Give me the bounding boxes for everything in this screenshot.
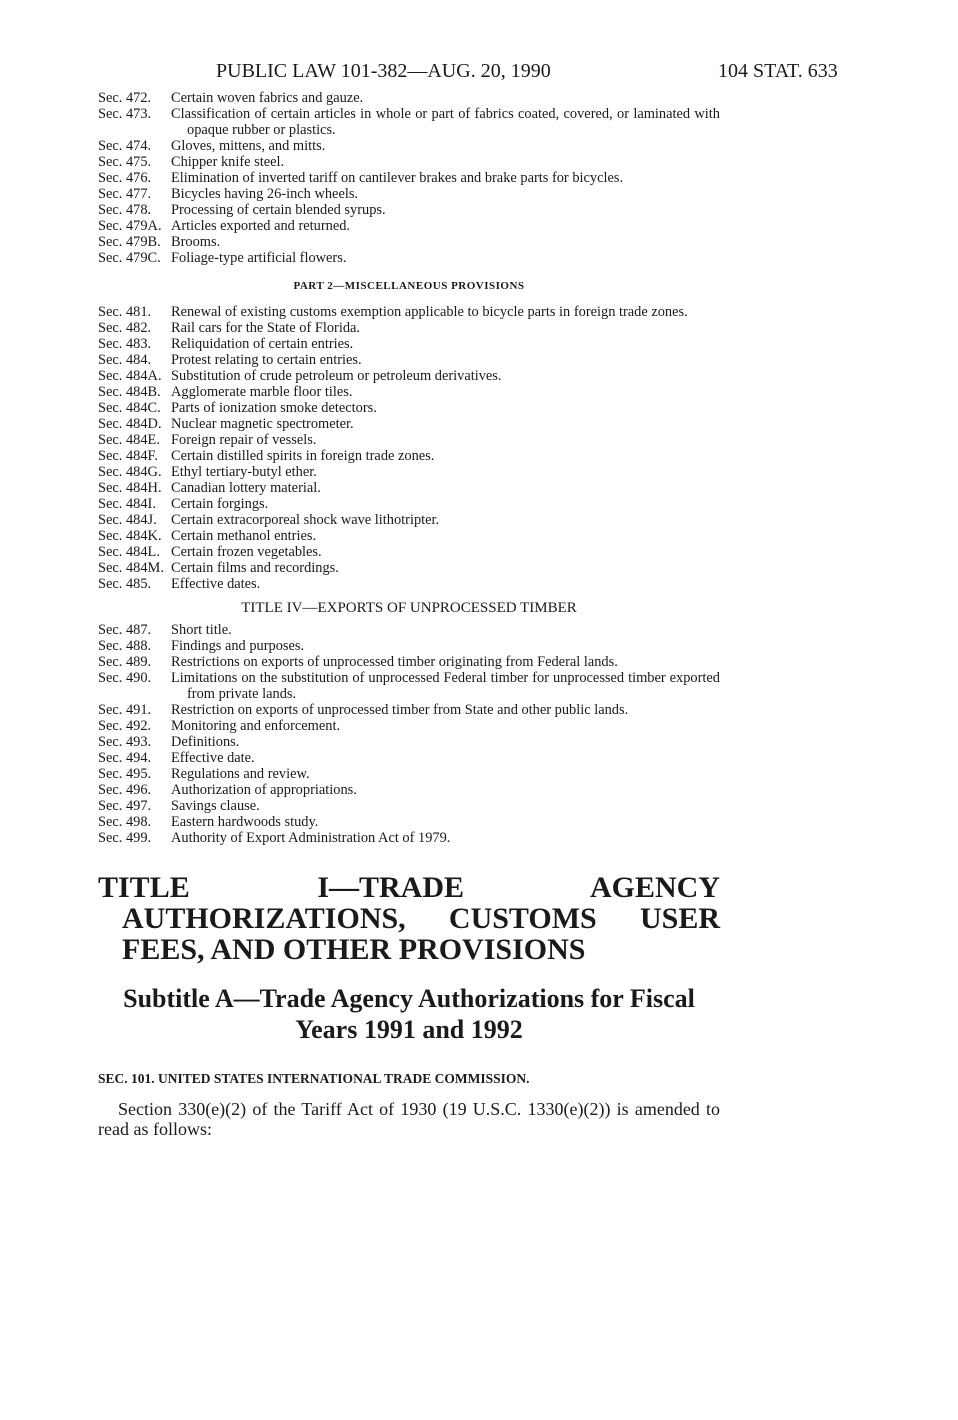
toc-entry-title: Foreign repair of vessels. <box>171 432 317 448</box>
toc-entry <box>98 400 720 416</box>
toc-entry-number: Sec. 474. <box>98 138 152 154</box>
toc-entry <box>98 512 720 528</box>
toc-entry <box>98 250 720 266</box>
toc-entry <box>98 734 720 750</box>
toc-entry <box>98 432 720 448</box>
toc-entry-number: Sec. 484M. <box>98 560 164 576</box>
toc-entry-title: Canadian lottery material. <box>171 480 321 496</box>
toc-entry <box>98 670 720 702</box>
toc-entry-number: Sec. 479C. <box>98 250 161 266</box>
toc-entry-title: Regulations and review. <box>171 766 310 782</box>
toc-entry <box>98 416 720 432</box>
toc-entry <box>98 218 720 234</box>
toc-entry <box>98 384 720 400</box>
toc-entry <box>98 138 720 154</box>
toc-entry <box>98 528 720 544</box>
toc-entry-number: Sec. 484I. <box>98 496 156 512</box>
toc-entry <box>98 830 720 846</box>
toc-entry-number: Sec. 475. <box>98 154 152 170</box>
toc-entry-title: Findings and purposes. <box>171 638 305 654</box>
toc-entry <box>98 814 720 830</box>
toc-entry-title: Certain distilled spirits in foreign trade zones. <box>171 448 435 464</box>
toc-entry <box>98 186 720 202</box>
section-body: Section 330(e)(2) of the Tariff Act of 1930 (19 U.S.C. 1330(e)(2)) is amended to read as follows: <box>98 1099 720 1139</box>
toc-entry-number: Sec. 484A. <box>98 368 162 384</box>
toc-entry-title: Effective dates. <box>171 576 261 592</box>
toc-entry-title: Certain extracorporeal shock wave lithotripter. <box>171 512 440 528</box>
section-heading: SEC. 101. UNITED STATES INTERNATIONAL TRADE COMMISSION. <box>98 1071 530 1086</box>
part2-heading: PART 2—MISCELLANEOUS PROVISIONS <box>293 280 525 292</box>
toc-entry-number: Sec. 482. <box>98 320 152 336</box>
toc-entry-title: Savings clause. <box>171 798 260 814</box>
toc-entry-title: Restriction on exports of unprocessed timber from State and other public lands. <box>171 702 629 718</box>
document-page <box>98 60 838 1139</box>
running-head: PUBLIC LAW 101-382—AUG. 20, 1990 <box>216 60 551 82</box>
toc-entry-number: Sec. 497. <box>98 798 152 814</box>
toc-entry-number: Sec. 483. <box>98 336 152 352</box>
toc-entry-title: Agglomerate marble floor tiles. <box>171 384 353 400</box>
toc-entry <box>98 106 720 138</box>
toc-entry-title: Short title. <box>171 622 232 638</box>
page-header <box>98 60 838 90</box>
toc-entry <box>98 464 720 480</box>
toc-entry <box>98 480 720 496</box>
toc-entry-number: Sec. 484E. <box>98 432 160 448</box>
toc-entry-title: Processing of certain blended syrups. <box>171 202 386 218</box>
toc-entry <box>98 202 720 218</box>
toc-entry-title: Authority of Export Administration Act of 1979. <box>171 830 451 846</box>
toc-entry-title: Nuclear magnetic spectrometer. <box>171 416 354 432</box>
toc-entry-title: Certain frozen vegetables. <box>171 544 322 560</box>
toc-entry-number: Sec. 484F. <box>98 448 159 464</box>
toc-entry <box>98 496 720 512</box>
toc-entry-number: Sec. 492. <box>98 718 152 734</box>
toc-entry-title: Ethyl tertiary-butyl ether. <box>171 464 317 480</box>
toc-entry <box>98 320 720 336</box>
toc-entry-number: Sec. 491. <box>98 702 152 718</box>
toc-entry-number: Sec. 476. <box>98 170 152 186</box>
toc-entry-title: Foliage-type artificial flowers. <box>171 250 347 266</box>
toc-entry <box>98 702 720 718</box>
toc-entry-number: Sec. 499. <box>98 830 152 846</box>
toc-entry-title: Elimination of inverted tariff on cantilever brakes and brake parts for bicycles. <box>171 170 624 186</box>
toc-entry-number: Sec. 490. <box>98 670 152 686</box>
toc-entry-title: Restrictions on exports of unprocessed timber originating from Federal lands. <box>171 654 618 670</box>
table-of-contents <box>98 90 720 846</box>
toc-part2-list <box>98 304 720 592</box>
toc-entry <box>98 766 720 782</box>
toc-entry <box>98 576 720 592</box>
toc-entry <box>98 234 720 250</box>
toc-entry-number: Sec. 493. <box>98 734 152 750</box>
toc-entry <box>98 544 720 560</box>
toc-entry-number: Sec. 489. <box>98 654 152 670</box>
toc-entry-title: Bicycles having 26-inch wheels. <box>171 186 359 202</box>
toc-entry-title: Monitoring and enforcement. <box>171 718 341 734</box>
toc-entry-number: Sec. 484B. <box>98 384 161 400</box>
toc-entry-title: Limitations on the substitution of unprocessed Federal timber for unprocessed timber exported from private lands. <box>171 670 720 702</box>
toc-entry-number: Sec. 484L. <box>98 544 160 560</box>
toc-entry-title: Certain films and recordings. <box>171 560 339 576</box>
toc-entry-number: Sec. 479B. <box>98 234 161 250</box>
toc-entry-title: Certain woven fabrics and gauze. <box>171 90 364 106</box>
toc-entry-number: Sec. 484C. <box>98 400 161 416</box>
toc-entry-title: Renewal of existing customs exemption applicable to bicycle parts in foreign trade zones. <box>171 304 688 320</box>
toc-entry <box>98 622 720 638</box>
toc-entry <box>98 154 720 170</box>
toc-entry <box>98 718 720 734</box>
toc-entry-title: Reliquidation of certain entries. <box>171 336 354 352</box>
toc-entry-title: Certain methanol entries. <box>171 528 317 544</box>
toc-entry-number: Sec. 484D. <box>98 416 162 432</box>
toc-entry-title: Effective date. <box>171 750 255 766</box>
toc-entry-number: Sec. 472. <box>98 90 152 106</box>
toc-entry-title: Eastern hardwoods study. <box>171 814 319 830</box>
toc-entry <box>98 560 720 576</box>
subtitle-heading: Subtitle A—Trade Agency Authorizations for Fiscal Years 1991 and 1992 <box>123 984 695 1044</box>
toc-entry <box>98 638 720 654</box>
toc-entry-number: Sec. 487. <box>98 622 152 638</box>
toc-entry-title: Classification of certain articles in whole or part of fabrics coated, covered, or laminated with opaque rubber or plastics. <box>171 106 720 138</box>
toc-entry <box>98 90 720 106</box>
toc-entry <box>98 368 720 384</box>
toc-entry <box>98 750 720 766</box>
toc-entry <box>98 304 720 320</box>
toc-entry-number: Sec. 473. <box>98 106 152 122</box>
toc-part1-list <box>98 90 720 266</box>
toc-entry-title: Protest relating to certain entries. <box>171 352 362 368</box>
page-reference: 104 STAT. 633 <box>718 60 838 82</box>
toc-entry-number: Sec. 484G. <box>98 464 162 480</box>
toc-title4-list <box>98 622 720 846</box>
toc-entry-title: Chipper knife steel. <box>171 154 285 170</box>
toc-entry <box>98 782 720 798</box>
toc-entry-title: Brooms. <box>171 234 221 250</box>
toc-entry <box>98 352 720 368</box>
toc-entry-number: Sec. 494. <box>98 750 152 766</box>
toc-entry-number: Sec. 496. <box>98 782 152 798</box>
toc-entry-number: Sec. 478. <box>98 202 152 218</box>
title-heading: TITLE I—TRADE AGENCY AUTHORIZATIONS, CUSTOMS USER FEES, AND OTHER PROVISIONS <box>98 871 720 966</box>
toc-entry-number: Sec. 485. <box>98 576 152 592</box>
toc-entry-title: Definitions. <box>171 734 240 750</box>
toc-entry-title: Gloves, mittens, and mitts. <box>171 138 326 154</box>
toc-entry-number: Sec. 481. <box>98 304 152 320</box>
toc-entry-title: Certain forgings. <box>171 496 269 512</box>
toc-entry-number: Sec. 484K. <box>98 528 162 544</box>
toc-entry-number: Sec. 484. <box>98 352 152 368</box>
toc-entry-title: Authorization of appropriations. <box>171 782 357 798</box>
toc-entry <box>98 654 720 670</box>
toc-entry <box>98 170 720 186</box>
toc-entry <box>98 798 720 814</box>
toc-entry-number: Sec. 479A. <box>98 218 162 234</box>
toc-entry <box>98 336 720 352</box>
toc-entry-title: Parts of ionization smoke detectors. <box>171 400 377 416</box>
toc-entry-title: Articles exported and returned. <box>171 218 351 234</box>
toc-entry <box>98 448 720 464</box>
toc-entry-number: Sec. 495. <box>98 766 152 782</box>
toc-entry-number: Sec. 484J. <box>98 512 157 528</box>
toc-entry-number: Sec. 488. <box>98 638 152 654</box>
toc-entry-number: Sec. 477. <box>98 186 152 202</box>
toc-entry-number: Sec. 484H. <box>98 480 162 496</box>
toc-entry-title: Substitution of crude petroleum or petroleum derivatives. <box>171 368 502 384</box>
toc-entry-title: Rail cars for the State of Florida. <box>171 320 361 336</box>
title4-heading: TITLE IV—EXPORTS OF UNPROCESSED TIMBER <box>241 600 577 616</box>
toc-entry-number: Sec. 498. <box>98 814 152 830</box>
